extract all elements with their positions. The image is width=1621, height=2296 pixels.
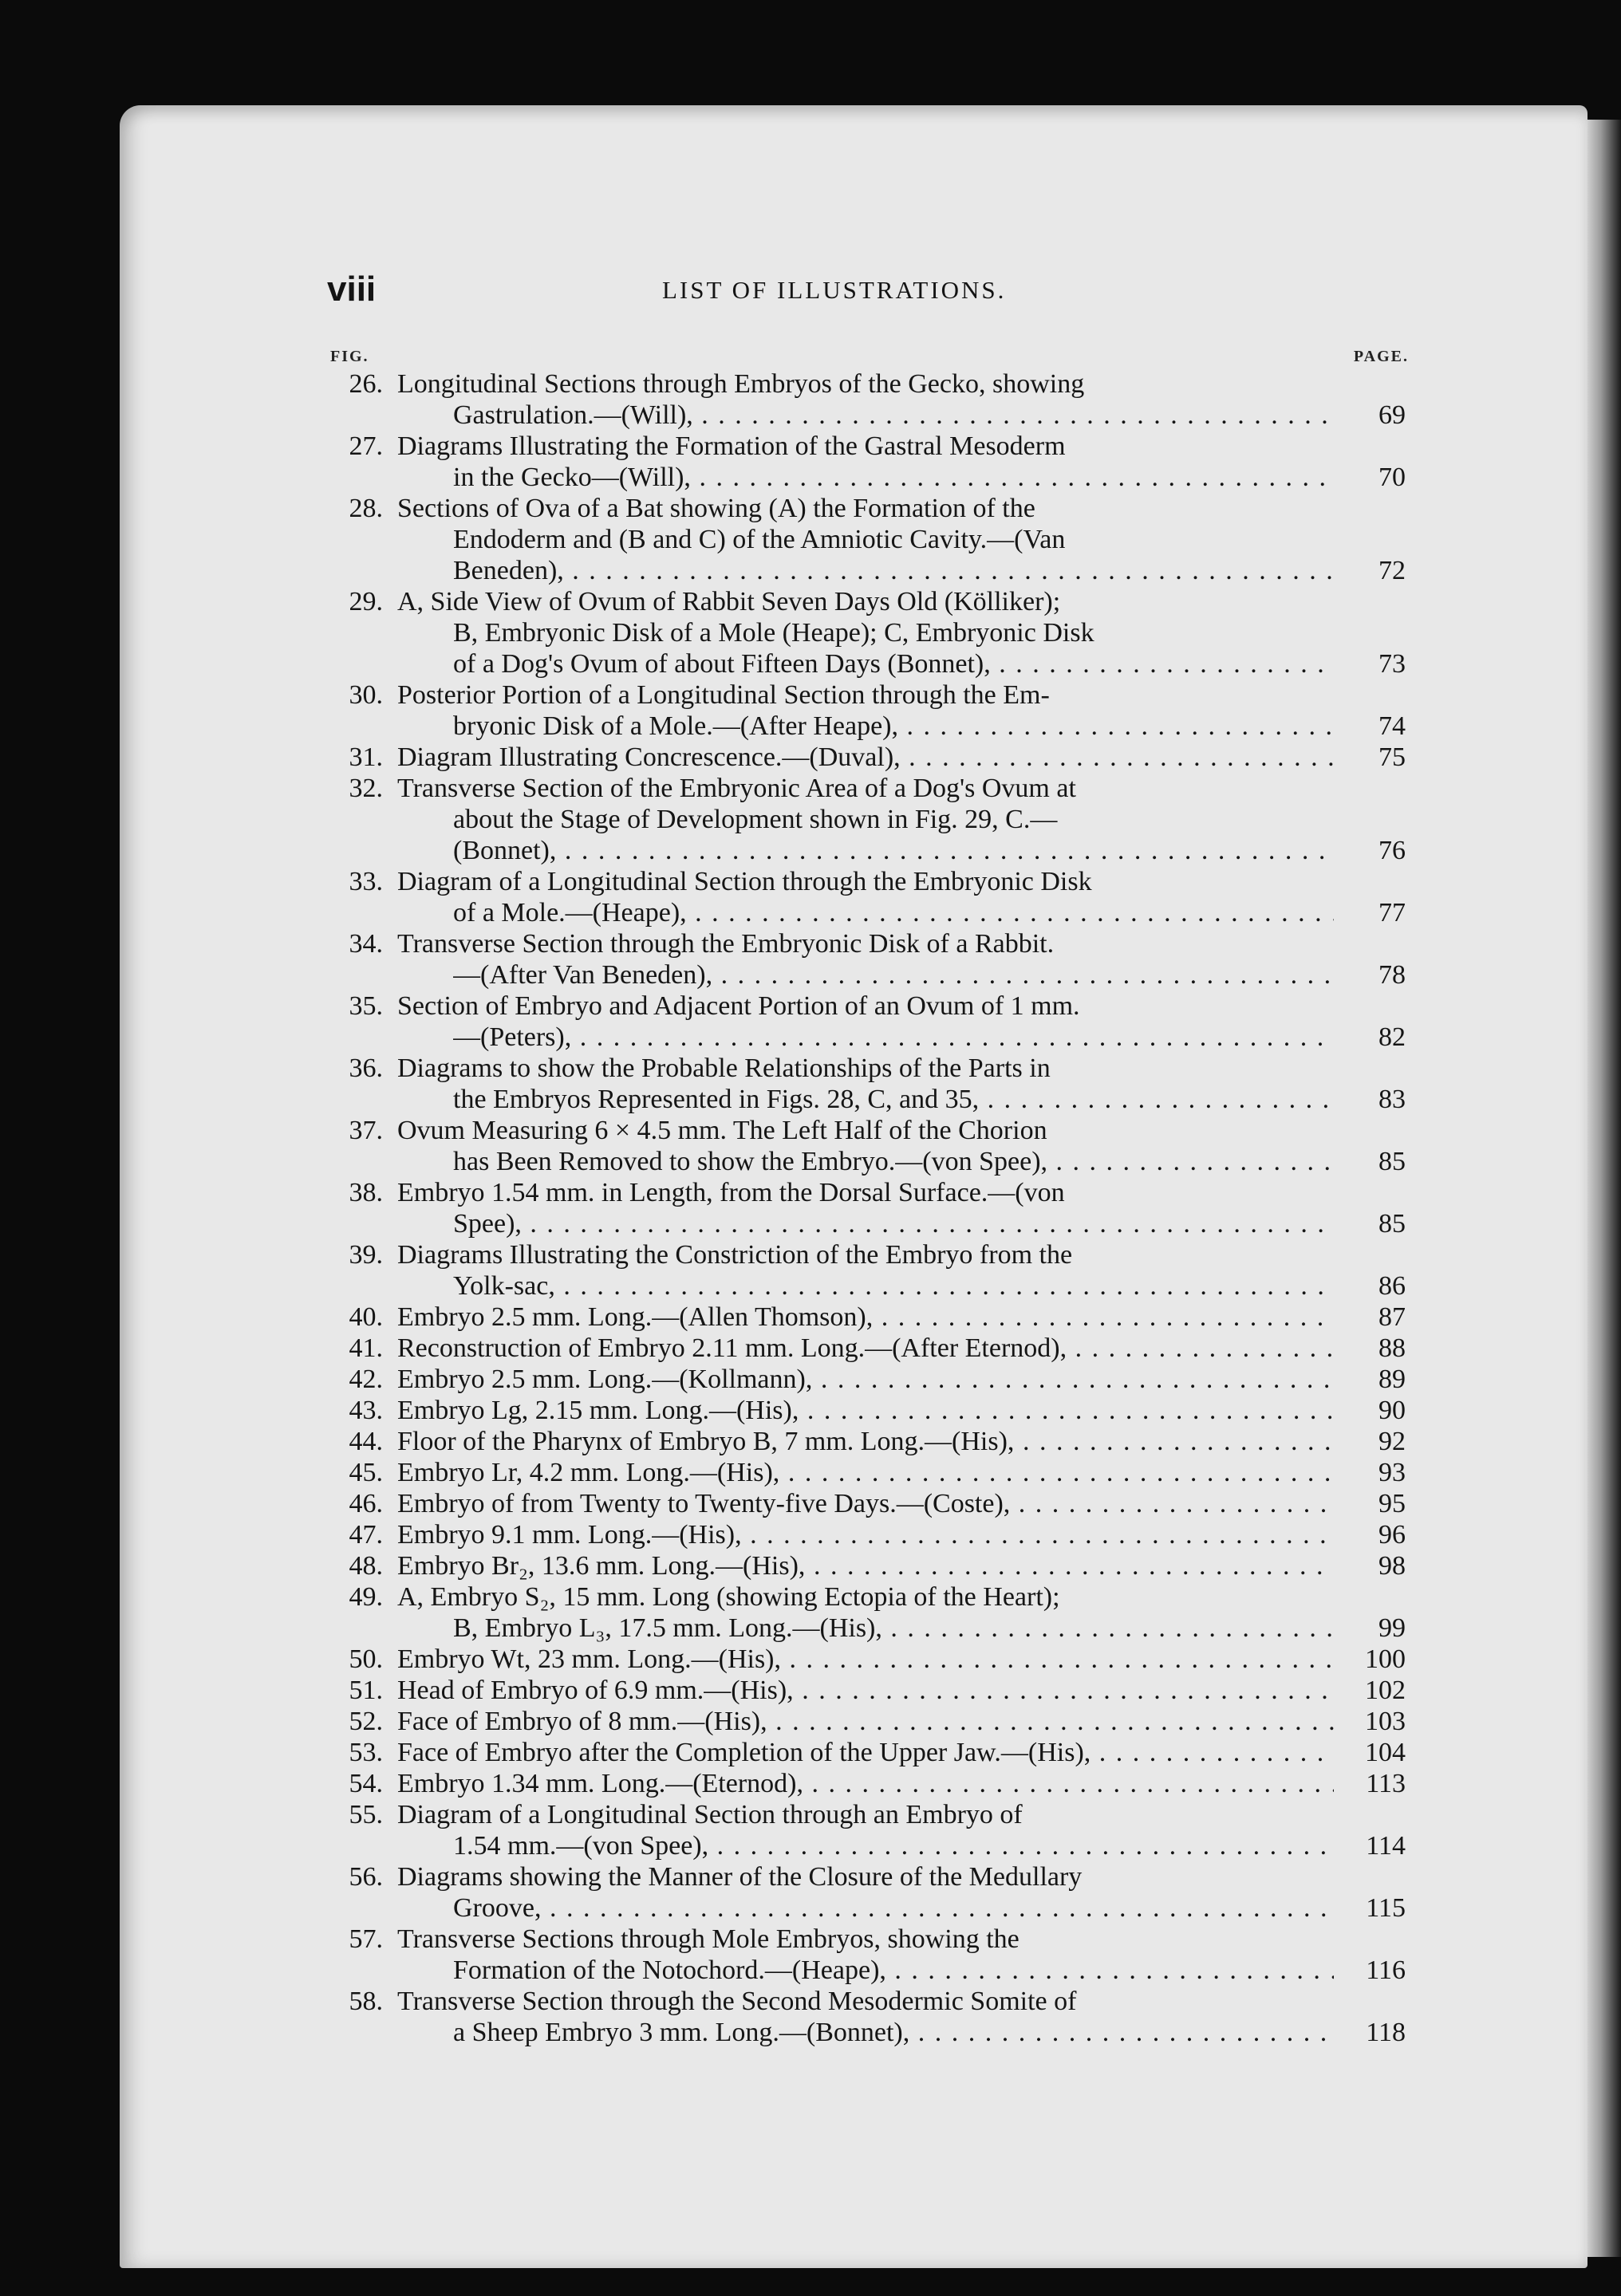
- figure-caption-line: Transverse Section through the Embryonic Disk of a Rabbit.: [397, 929, 1055, 959]
- list-item: [327, 1737, 1406, 1768]
- list-item: [327, 1302, 1406, 1333]
- figure-number: 38.: [349, 1178, 383, 1207]
- figure-caption-line: 1.54 mm.—(von Spee), . . .: [453, 1830, 1334, 1861]
- figure-number: 47.: [349, 1520, 383, 1550]
- figure-caption-line: Head of Embryo of 6.9 mm.—(His), . . .: [397, 1675, 1334, 1706]
- running-title: LIST OF ILLUSTRATIONS.: [662, 276, 1007, 304]
- figure-number: 43.: [349, 1396, 383, 1425]
- page-reference: 86: [1378, 1271, 1406, 1301]
- figure-caption-line: Sections of Ova of a Bat showing (A) the Formation of the: [397, 494, 1035, 523]
- figure-caption-line: Posterior Portion of a Longitudinal Section through the Em-: [397, 680, 1050, 710]
- figure-caption-line: B, Embryonic Disk of a Mole (Heape); C, Embryonic Disk: [453, 618, 1094, 648]
- list-item: [327, 1333, 1406, 1364]
- list-item: [327, 742, 1406, 773]
- figure-caption-line: A, Side View of Ovum of Rabbit Seven Days Old (Kölliker);: [397, 587, 1061, 616]
- page-reference: 104: [1365, 1738, 1406, 1767]
- figure-caption-line: Formation of the Notochord.—(Heape), . . .: [453, 1955, 1334, 1986]
- figure-caption-line: Reconstruction of Embryo 2.11 mm. Long.—(After Eternod), . . .: [397, 1333, 1334, 1364]
- page-reference: 88: [1378, 1333, 1406, 1363]
- page-reference: 103: [1365, 1707, 1406, 1736]
- list-item: [327, 866, 1406, 928]
- list-item: [327, 1364, 1406, 1395]
- figure-number: 29.: [349, 587, 383, 616]
- figure-number: 28.: [349, 494, 383, 523]
- figure-number: 53.: [349, 1738, 383, 1767]
- page-reference: 99: [1378, 1613, 1406, 1643]
- figure-number: 56.: [349, 1862, 383, 1892]
- figure-caption-line: —(After Van Beneden), . . .: [453, 959, 1334, 990]
- list-item: [327, 1675, 1406, 1706]
- figure-number: 58.: [349, 1987, 383, 2016]
- list-item: [327, 679, 1406, 742]
- figure-caption-line: Diagrams showing the Manner of the Closure of the Medullary: [397, 1862, 1083, 1892]
- figure-caption-line: a Sheep Embryo 3 mm. Long.—(Bonnet), . . .: [453, 2017, 1334, 2048]
- list-item: [327, 586, 1406, 679]
- figure-caption-line: Diagram of a Longitudinal Section through an Embryo of: [397, 1800, 1023, 1829]
- page-column-heading: PAGE.: [1353, 348, 1409, 365]
- figure-caption-line: Embryo Lg, 2.15 mm. Long.—(His), . . .: [397, 1395, 1334, 1426]
- list-item: [327, 928, 1406, 990]
- page-reference: 102: [1365, 1676, 1406, 1705]
- figure-caption-line: Section of Embryo and Adjacent Portion of an Ovum of 1 mm.: [397, 991, 1080, 1021]
- page-header: [327, 270, 1404, 317]
- page-reference: 114: [1366, 1831, 1406, 1861]
- figure-caption-line: (Bonnet), . . .: [453, 835, 1334, 866]
- figure-caption-line: Diagram of a Longitudinal Section through the Embryonic Disk: [397, 867, 1092, 896]
- figure-caption-line: Transverse Section through the Second Mesodermic Somite of: [397, 1987, 1077, 2016]
- page-reference: 100: [1365, 1644, 1406, 1674]
- figure-number: 32.: [349, 774, 383, 803]
- list-item: [327, 1239, 1406, 1302]
- figure-number: 36.: [349, 1053, 383, 1083]
- figure-caption-line: Gastrulation.—(Will), . . .: [453, 400, 1334, 431]
- page-right-edge: [1587, 120, 1621, 2257]
- figure-caption-line: Diagram Illustrating Concrescence.—(Duval), . . .: [397, 742, 1334, 773]
- list-item: [327, 1550, 1406, 1581]
- page-reference: 74: [1378, 711, 1406, 741]
- figure-caption-line: Embryo 2.5 mm. Long.—(Allen Thomson), . . .: [397, 1302, 1334, 1333]
- figure-caption-line: Yolk-sac, . . .: [453, 1270, 1334, 1302]
- illustration-list: [327, 368, 1406, 2048]
- figure-caption-line: Groove, . . .: [453, 1892, 1334, 1924]
- figure-number: 45.: [349, 1458, 383, 1487]
- figure-caption-line: Diagrams to show the Probable Relationships of the Parts in: [397, 1053, 1051, 1083]
- page-reference: 78: [1378, 960, 1406, 990]
- figure-number: 40.: [349, 1302, 383, 1332]
- page-reference: 85: [1378, 1147, 1406, 1176]
- list-item: [327, 1799, 1406, 1861]
- figure-number: 26.: [349, 369, 383, 399]
- page-reference: 92: [1378, 1427, 1406, 1456]
- figure-caption-line: of a Dog's Ovum of about Fifteen Days (Bonnet), . . .: [453, 648, 1334, 679]
- figure-caption-line: Beneden), . . .: [453, 555, 1334, 586]
- figure-number: 51.: [349, 1676, 383, 1705]
- list-item: [327, 1426, 1406, 1457]
- list-item: [327, 1488, 1406, 1519]
- figure-number: 54.: [349, 1769, 383, 1798]
- page-reference: 72: [1378, 556, 1406, 585]
- page-reference: 95: [1378, 1489, 1406, 1518]
- page-reference: 85: [1378, 1209, 1406, 1239]
- list-item: [327, 1581, 1406, 1644]
- list-item: [327, 990, 1406, 1053]
- figure-number: 42.: [349, 1365, 383, 1394]
- figure-caption-line: the Embryos Represented in Figs. 28, C, and 35, . . .: [453, 1084, 1334, 1115]
- list-item: [327, 1768, 1406, 1799]
- figure-number: 44.: [349, 1427, 383, 1456]
- figure-number: 52.: [349, 1707, 383, 1736]
- list-item: [327, 1053, 1406, 1115]
- figure-caption-line: A, Embryo S₂, 15 mm. Long (showing Ectopia of the Heart);: [397, 1582, 1060, 1612]
- list-item: [327, 1644, 1406, 1675]
- figure-caption-line: has Been Removed to show the Embryo.—(von Spee), . . .: [453, 1146, 1334, 1177]
- page-reference: 113: [1366, 1769, 1406, 1798]
- list-item: [327, 1177, 1406, 1239]
- figure-caption-line: Embryo of from Twenty to Twenty-five Days.—(Coste), . . .: [397, 1488, 1334, 1519]
- list-item: [327, 431, 1406, 493]
- figure-caption-line: Ovum Measuring 6 × 4.5 mm. The Left Half of the Chorion: [397, 1116, 1047, 1145]
- figure-caption-line: —(Peters), . . .: [453, 1022, 1334, 1053]
- page-reference: 118: [1366, 2018, 1406, 2047]
- page-reference: 69: [1378, 400, 1406, 430]
- list-item: [327, 1519, 1406, 1550]
- figure-number: 27.: [349, 431, 383, 461]
- list-item: [327, 1457, 1406, 1488]
- figure-caption-line: Embryo 9.1 mm. Long.—(His), . . .: [397, 1519, 1334, 1550]
- page-reference: 98: [1378, 1551, 1406, 1581]
- figure-number: 33.: [349, 867, 383, 896]
- figure-number: 48.: [349, 1551, 383, 1581]
- figure-caption-line: Face of Embryo of 8 mm.—(His), . . .: [397, 1706, 1334, 1737]
- list-item: [327, 1395, 1406, 1426]
- figure-caption-line: Face of Embryo after the Completion of the Upper Jaw.—(His), . . .: [397, 1737, 1334, 1768]
- list-item: [327, 1861, 1406, 1924]
- list-item: [327, 1986, 1406, 2048]
- page-reference: 116: [1366, 1955, 1406, 1985]
- page-reference: 75: [1378, 742, 1406, 772]
- figure-number: 57.: [349, 1924, 383, 1954]
- figure-caption-line: Embryo Br₂, 13.6 mm. Long.—(His), . . .: [397, 1550, 1334, 1581]
- figure-caption-line: Embryo Wt, 23 mm. Long.—(His), . . .: [397, 1644, 1334, 1675]
- page-reference: 77: [1378, 898, 1406, 927]
- figure-caption-line: Floor of the Pharynx of Embryo B, 7 mm. Long.—(His), . . .: [397, 1426, 1334, 1457]
- figure-caption-line: Embryo Lr, 4.2 mm. Long.—(His), . . .: [397, 1457, 1334, 1488]
- figure-number: 55.: [349, 1800, 383, 1829]
- figure-number: 37.: [349, 1116, 383, 1145]
- page-reference: 82: [1378, 1022, 1406, 1052]
- figure-caption-line: Longitudinal Sections through Embryos of the Gecko, showing: [397, 369, 1085, 399]
- list-item: [327, 1706, 1406, 1737]
- figure-number: 30.: [349, 680, 383, 710]
- fig-column-heading: FIG.: [330, 348, 369, 365]
- page-reference: 93: [1378, 1458, 1406, 1487]
- figure-number: 35.: [349, 991, 383, 1021]
- figure-caption-line: Embryo 1.54 mm. in Length, from the Dorsal Surface.—(von: [397, 1178, 1065, 1207]
- figure-caption-line: about the Stage of Development shown in Fig. 29, C.—: [453, 805, 1058, 834]
- figure-caption-line: of a Mole.—(Heape), . . .: [453, 897, 1334, 928]
- page-reference: 73: [1378, 649, 1406, 679]
- figure-caption-line: Endoderm and (B and C) of the Amniotic Cavity.—(Van: [453, 525, 1066, 554]
- figure-caption-line: Diagrams Illustrating the Formation of the Gastral Mesoderm: [397, 431, 1066, 461]
- page-reference: 83: [1378, 1085, 1406, 1114]
- list-item: [327, 1115, 1406, 1177]
- figure-caption-line: in the Gecko—(Will), . . .: [453, 462, 1334, 493]
- figure-number: 50.: [349, 1644, 383, 1674]
- figure-number: 39.: [349, 1240, 383, 1270]
- figure-number: 34.: [349, 929, 383, 959]
- figure-number: 41.: [349, 1333, 383, 1363]
- figure-caption-line: Transverse Section of the Embryonic Area of a Dog's Ovum at: [397, 774, 1076, 803]
- page-reference: 76: [1378, 836, 1406, 865]
- page-number: viii: [327, 270, 377, 309]
- figure-caption-line: Diagrams Illustrating the Constriction of the Embryo from the: [397, 1240, 1073, 1270]
- page-reference: 70: [1378, 463, 1406, 492]
- figure-caption-line: Spee), . . .: [453, 1208, 1334, 1239]
- page-reference: 96: [1378, 1520, 1406, 1550]
- figure-caption-line: Transverse Sections through Mole Embryos, showing the: [397, 1924, 1020, 1954]
- page-reference: 89: [1378, 1365, 1406, 1394]
- page-reference: 87: [1378, 1302, 1406, 1332]
- list-item: [327, 1924, 1406, 1986]
- page-reference: 90: [1378, 1396, 1406, 1425]
- figure-number: 49.: [349, 1582, 383, 1612]
- figure-caption-line: B, Embryo L₃, 17.5 mm. Long.—(His), . . .: [453, 1613, 1334, 1644]
- figure-caption-line: bryonic Disk of a Mole.—(After Heape), . . .: [453, 711, 1334, 742]
- list-item: [327, 368, 1406, 431]
- figure-number: 31.: [349, 742, 383, 772]
- list-item: [327, 773, 1406, 866]
- figure-number: 46.: [349, 1489, 383, 1518]
- list-item: [327, 493, 1406, 586]
- page-reference: 115: [1366, 1893, 1406, 1923]
- figure-caption-line: Embryo 2.5 mm. Long.—(Kollmann), . . .: [397, 1364, 1334, 1395]
- figure-caption-line: Embryo 1.34 mm. Long.—(Eternod), . . .: [397, 1768, 1334, 1799]
